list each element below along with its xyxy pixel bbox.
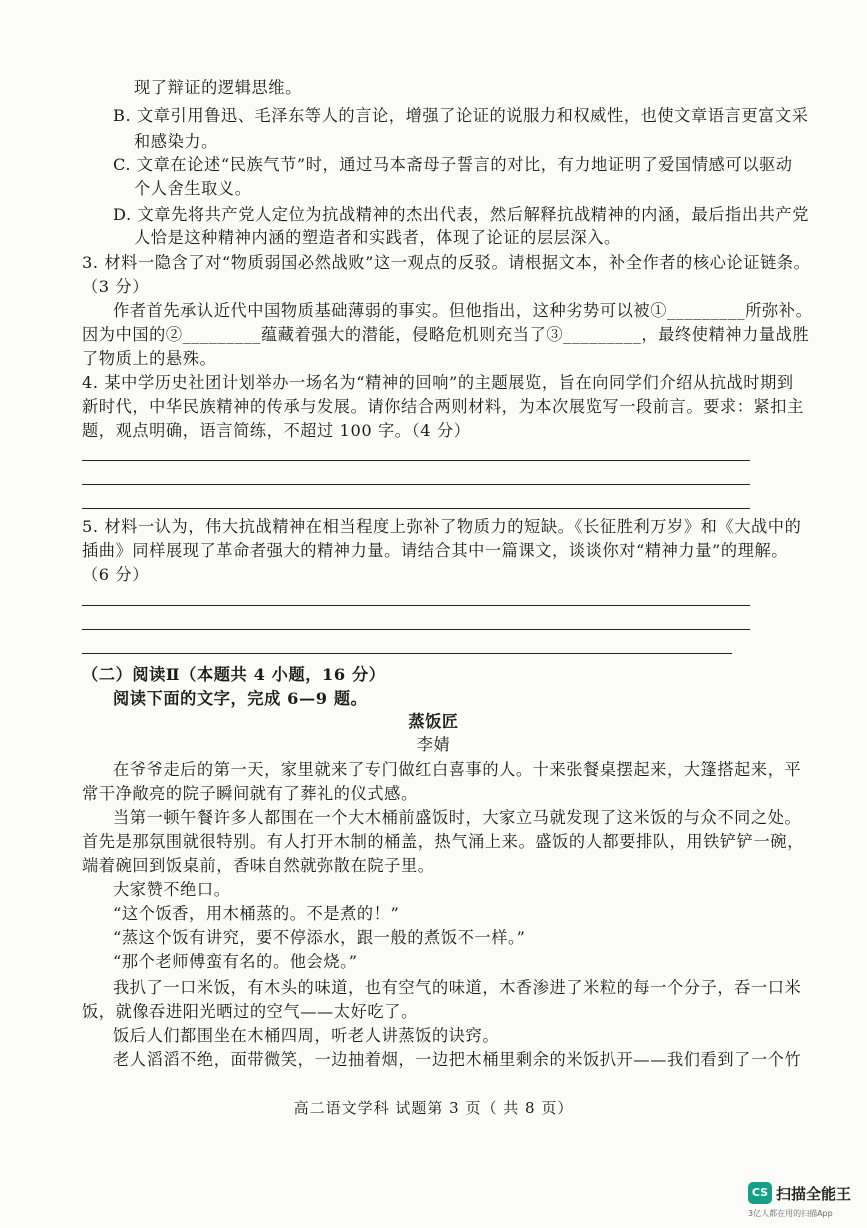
scanner-logo-icon: CS [748, 1182, 772, 1204]
paragraph-line: 我扒了一口米饭，有木头的味道，也有空气的味道，木香渗进了米粒的每一个分子，吞一口米 [113, 978, 802, 997]
question-5-score: （6 分） [82, 565, 150, 584]
section-heading: （二）阅读Ⅱ（本题共 4 小题，16 分） [82, 665, 386, 684]
answer-line[interactable] [82, 508, 750, 509]
question-3: 3. 材料一隐含了对“物质弱国必然战败”这一观点的反驳。请根据文本，补全作者的核心论证链条。 [82, 253, 811, 272]
scanner-watermark [748, 1182, 858, 1222]
article-author: 李婧 [416, 735, 451, 754]
scanner-app-name: 扫描全能王 [776, 1185, 852, 1203]
option-b-line: B. 文章引用鲁迅、毛泽东等人的言论，增强了论证的说服力和权威性，也使文章语言更富文采 [113, 106, 809, 125]
paragraph-line: 端着碗回到饭桌前，香味自然就弥散在院子里。 [82, 856, 435, 875]
text-line: 个人舍生取义。 [134, 179, 252, 198]
answer-line[interactable] [82, 629, 750, 630]
paragraph-line: 老人滔滔不绝，面带微笑，一边抽着烟，一边把木桶里剩余的米饭扒开——我们看到了一个竹 [113, 1050, 802, 1069]
question-5-line: 插曲》同样展现了革命者强大的精神力量。请结合其中一篇课文，谈谈你对“精神力量”的理解。 [82, 541, 789, 560]
text-line: 了物质上的悬殊。 [82, 349, 217, 368]
question-3-score: （3 分） [82, 277, 150, 296]
question-5: 5. 材料一认为，伟大抗战精神在相当程度上弥补了物质力的短缺。《长征胜利万岁》和《大战中的 [82, 517, 802, 536]
dialogue-line: “蒸这个饭有讲究，要不停添水，跟一般的煮饭不一样。” [113, 928, 526, 947]
text-line: 和感染力。 [134, 132, 218, 151]
paragraph-line: 常干净敞亮的院子瞬间就有了葬礼的仪式感。 [82, 784, 418, 803]
question-4: 4. 某中学历史社团计划举办一场名为“精神的回响”的主题展览，旨在向同学们介绍从抗战时期到 [82, 373, 794, 392]
text-line: 现了辩证的逻辑思维。 [134, 78, 302, 97]
scanner-tagline: 3亿人都在用的扫描App [748, 1209, 833, 1218]
answer-line[interactable] [82, 460, 750, 461]
answer-line[interactable] [82, 653, 732, 654]
paragraph-line: 在爷爷走后的第一天，家里就来了专门做红白喜事的人。十来张餐桌摆起来，大篷搭起来，平 [113, 760, 802, 779]
paragraph-line: 饭，就像吞进阳光晒过的空气——太好吃了。 [82, 1002, 418, 1021]
answer-line[interactable] [82, 605, 750, 606]
page-footer: 高二语文学科 试题第 3 页（ 共 8 页） [293, 1099, 574, 1117]
option-c-line: C. 文章在论述“民族气节”时，通过马本斋母子誓言的对比，有力地证明了爱国情感可以驱动 [113, 155, 793, 174]
reading-instruction: 阅读下面的文字，完成 6—9 题。 [113, 689, 368, 708]
question-3-blank-line: 因为中国的②_________蕴藏着强大的潜能，侵略危机则充当了③_________，最终使精神力量战胜 [82, 325, 810, 344]
paragraph-line: 当第一顿午餐许多人都围在一个大木桶前盛饭时，大家立马就发现了这米饭的与众不同之处。 [113, 808, 802, 827]
question-3-blank-line: 作者首先承认近代中国物质基础薄弱的事实。但他指出，这种劣势可以被①_________所弥补。 [113, 301, 813, 320]
question-4-line: 新时代，中华民族精神的传承与发展。请你结合两则材料，为本次展览写一段前言。要求：紧扣主 [82, 397, 804, 416]
dialogue-line: “那个老师傅蛮有名的。他会烧。” [113, 952, 358, 971]
paragraph-line: 大家赞不绝口。 [113, 880, 231, 899]
paragraph-line: 首先是那氛围就很特别。有人打开木制的桶盖，热气涌上来。盛饭的人都要排队，用铁铲铲一碗， [82, 832, 804, 851]
paragraph-line: 饭后人们都围坐在木桶四周，听老人讲蒸饭的诀窍。 [113, 1026, 500, 1045]
question-4-line: 题，观点明确，语言简练，不超过 100 字。（4 分） [82, 421, 471, 440]
option-d-line: D. 文章先将共产党人定位为抗战精神的杰出代表，然后解释抗战精神的内涵，最后指出共产党 [113, 205, 809, 224]
article-title: 蒸饭匠 [408, 712, 459, 731]
text-line: 人恰是这种精神内涵的塑造者和实践者，体现了论证的层层深入。 [134, 228, 621, 247]
dialogue-line: “这个饭香，用木桶蒸的。不是煮的！” [113, 904, 400, 923]
answer-line[interactable] [82, 484, 750, 485]
